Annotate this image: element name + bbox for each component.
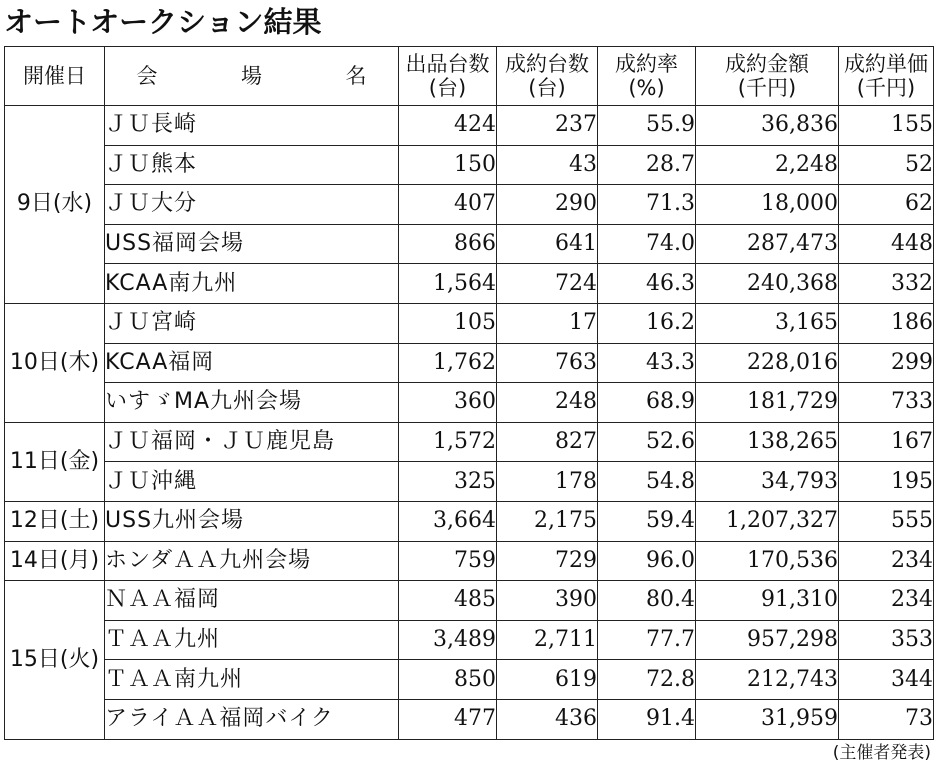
- table-row: [5, 145, 934, 185]
- success-rate: 80.4: [598, 581, 696, 621]
- table-row: [5, 383, 934, 423]
- venue-name: ＴＡＡ南九州: [105, 660, 399, 700]
- listed-count: 759: [399, 541, 497, 581]
- header-unit-price-unit: (千円): [856, 76, 916, 100]
- sold-count: 724: [497, 264, 598, 304]
- sold-count: 178: [497, 462, 598, 502]
- header-date: 開催日: [5, 47, 105, 106]
- venue-name: アライＡＡ福岡バイク: [105, 699, 399, 739]
- listed-count: 477: [399, 699, 497, 739]
- auction-results-table: [4, 46, 934, 740]
- listed-count: 1,572: [399, 422, 497, 462]
- sold-amount: 228,016: [696, 343, 839, 383]
- header-listed-title: 出品台数: [405, 52, 490, 76]
- success-rate: 72.8: [598, 660, 696, 700]
- sold-amount: 18,000: [696, 185, 839, 225]
- table-row: [5, 462, 934, 502]
- listed-count: 325: [399, 462, 497, 502]
- table-row: [5, 541, 934, 581]
- venue-name: ＪＵ大分: [105, 185, 399, 225]
- unit-price: 62: [839, 185, 934, 225]
- header-rate-title: 成約率: [615, 52, 678, 76]
- listed-count: 3,664: [399, 501, 497, 541]
- unit-price: 299: [839, 343, 934, 383]
- table-row: [5, 343, 934, 383]
- sold-amount: 240,368: [696, 264, 839, 304]
- sold-count: 827: [497, 422, 598, 462]
- header-rate: [598, 47, 696, 106]
- table-row: [5, 699, 934, 739]
- table-row: [5, 422, 934, 462]
- date-cell: 14日(月): [5, 541, 105, 581]
- listed-count: 850: [399, 660, 497, 700]
- sold-amount: 2,248: [696, 145, 839, 185]
- success-rate: 46.3: [598, 264, 696, 304]
- sold-count: 2,175: [497, 501, 598, 541]
- table-row: [5, 224, 934, 264]
- listed-count: 360: [399, 383, 497, 423]
- header-sold-unit: (台): [528, 76, 566, 100]
- venue-name: USS九州会場: [105, 501, 399, 541]
- page-title: オートオークション結果: [4, 5, 322, 39]
- unit-price: 73: [839, 699, 934, 739]
- venue-name: ホンダＡＡ九州会場: [105, 541, 399, 581]
- source-note: (主催者発表): [832, 743, 931, 763]
- table-row: [5, 264, 934, 304]
- sold-count: 763: [497, 343, 598, 383]
- sold-count: 729: [497, 541, 598, 581]
- sold-amount: 957,298: [696, 620, 839, 660]
- sold-amount: 36,836: [696, 106, 839, 146]
- unit-price: 155: [839, 106, 934, 146]
- header-unit-price-title: 成約単価: [844, 52, 928, 76]
- date-cell: 9日(水): [5, 106, 105, 304]
- table-row: [5, 185, 934, 225]
- success-rate: 74.0: [598, 224, 696, 264]
- success-rate: 52.6: [598, 422, 696, 462]
- table-row: [5, 106, 934, 146]
- sold-amount: 91,310: [696, 581, 839, 621]
- sold-amount: 138,265: [696, 422, 839, 462]
- sold-count: 619: [497, 660, 598, 700]
- table-row: [5, 660, 934, 700]
- date-cell: 15日(火): [5, 581, 105, 739]
- sold-amount: 212,743: [696, 660, 839, 700]
- sold-amount: 31,959: [696, 699, 839, 739]
- header-venue-label: 会場名: [136, 64, 367, 88]
- unit-price: 234: [839, 581, 934, 621]
- sold-amount: 287,473: [696, 224, 839, 264]
- sold-count: 641: [497, 224, 598, 264]
- header-row: [5, 47, 934, 106]
- venue-name: ＪＵ沖縄: [105, 462, 399, 502]
- venue-name: いすゞMA九州会場: [105, 383, 399, 423]
- header-listed-unit: (台): [428, 76, 467, 100]
- sold-count: 43: [497, 145, 598, 185]
- sold-amount: 170,536: [696, 541, 839, 581]
- sold-amount: 181,729: [696, 383, 839, 423]
- success-rate: 59.4: [598, 501, 696, 541]
- venue-name: KCAA福岡: [105, 343, 399, 383]
- success-rate: 71.3: [598, 185, 696, 225]
- unit-price: 448: [839, 224, 934, 264]
- unit-price: 186: [839, 303, 934, 343]
- listed-count: 1,564: [399, 264, 497, 304]
- success-rate: 96.0: [598, 541, 696, 581]
- date-cell: 11日(金): [5, 422, 105, 501]
- success-rate: 16.2: [598, 303, 696, 343]
- table-row: [5, 620, 934, 660]
- sold-count: 237: [497, 106, 598, 146]
- header-rate-unit: (%): [628, 76, 665, 100]
- unit-price: 52: [839, 145, 934, 185]
- listed-count: 3,489: [399, 620, 497, 660]
- listed-count: 424: [399, 106, 497, 146]
- listed-count: 1,762: [399, 343, 497, 383]
- venue-name: USS福岡会場: [105, 224, 399, 264]
- header-venue: [105, 47, 399, 106]
- unit-price: 344: [839, 660, 934, 700]
- table-row: [5, 303, 934, 343]
- success-rate: 28.7: [598, 145, 696, 185]
- listed-count: 485: [399, 581, 497, 621]
- unit-price: 195: [839, 462, 934, 502]
- sold-count: 390: [497, 581, 598, 621]
- header-amount-title: 成約金額: [725, 52, 809, 76]
- listed-count: 105: [399, 303, 497, 343]
- unit-price: 234: [839, 541, 934, 581]
- sold-count: 248: [497, 383, 598, 423]
- venue-name: ＴＡＡ九州: [105, 620, 399, 660]
- date-cell: 10日(木): [5, 303, 105, 422]
- success-rate: 55.9: [598, 106, 696, 146]
- success-rate: 54.8: [598, 462, 696, 502]
- success-rate: 91.4: [598, 699, 696, 739]
- success-rate: 43.3: [598, 343, 696, 383]
- header-sold-title: 成約台数: [505, 52, 589, 76]
- date-cell: 12日(土): [5, 501, 105, 541]
- unit-price: 353: [839, 620, 934, 660]
- unit-price: 555: [839, 501, 934, 541]
- unit-price: 332: [839, 264, 934, 304]
- venue-name: ＪＵ長崎: [105, 106, 399, 146]
- header-listed: [399, 47, 497, 106]
- sold-count: 2,711: [497, 620, 598, 660]
- venue-name: ＪＵ熊本: [105, 145, 399, 185]
- sold-count: 436: [497, 699, 598, 739]
- sold-amount: 3,165: [696, 303, 839, 343]
- success-rate: 77.7: [598, 620, 696, 660]
- header-sold: [497, 47, 598, 106]
- header-unit-price: [839, 47, 934, 106]
- sold-amount: 1,207,327: [696, 501, 839, 541]
- unit-price: 733: [839, 383, 934, 423]
- sold-amount: 34,793: [696, 462, 839, 502]
- header-amount: [696, 47, 839, 106]
- sold-count: 17: [497, 303, 598, 343]
- listed-count: 407: [399, 185, 497, 225]
- unit-price: 167: [839, 422, 934, 462]
- success-rate: 68.9: [598, 383, 696, 423]
- listed-count: 866: [399, 224, 497, 264]
- sold-count: 290: [497, 185, 598, 225]
- venue-name: KCAA南九州: [105, 264, 399, 304]
- header-amount-unit: (千円): [737, 76, 797, 100]
- venue-name: ＮＡＡ福岡: [105, 581, 399, 621]
- table-row: [5, 581, 934, 621]
- venue-name: ＪＵ宮崎: [105, 303, 399, 343]
- venue-name: ＪＵ福岡・ＪＵ鹿児島: [105, 422, 399, 462]
- table-row: [5, 501, 934, 541]
- listed-count: 150: [399, 145, 497, 185]
- table-body: [5, 106, 934, 740]
